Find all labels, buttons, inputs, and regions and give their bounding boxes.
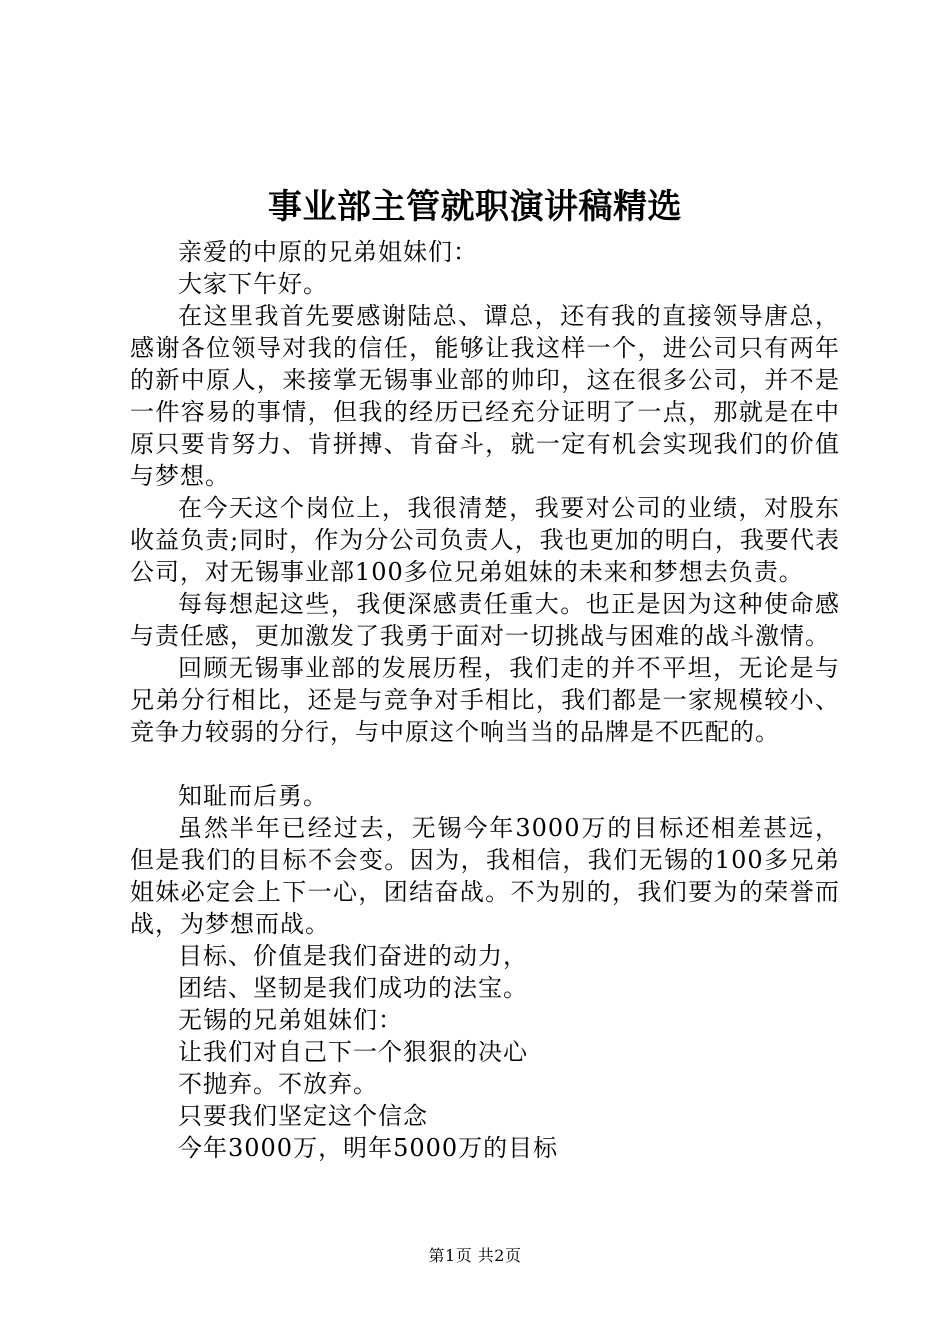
paragraph-line-belief: 只要我们坚定这个信念 xyxy=(178,1102,428,1130)
document-title: 事业部主管就职演讲稿精选 xyxy=(268,187,682,227)
paragraph-line-address: 无锡的兄弟姐妹们： xyxy=(178,1006,403,1034)
paragraph-salutation: 大家下午好。 xyxy=(178,270,328,298)
paragraph-mission: 每每想起这些，我便深感责任重大。也正是因为这种使命感与责任感，更加激发了我勇于面对一切挑战与困难的战斗激情。 xyxy=(130,590,840,650)
paragraph-line-motivation: 目标、价值是我们奋进的动力， xyxy=(178,942,528,970)
paragraph-responsibility: 在今天这个岗位上，我很清楚，我要对公司的业绩，对股东收益负责;同时，作为分公司负责人，我也更加的明白，我要代表公司，对无锡事业部100多位兄弟姐妹的未来和梦想去负责。 xyxy=(130,494,840,586)
paragraph-line-targets: 今年3000万，明年5000万的目标 xyxy=(178,1134,559,1162)
paragraph-line-resolve: 让我们对自己下一个狠狠的决心 xyxy=(178,1038,528,1066)
page-footer: 第1页 共2页 xyxy=(428,1246,522,1265)
paragraph-motto: 知耻而后勇。 xyxy=(178,782,328,810)
paragraph-greeting: 亲爱的中原的兄弟姐妹们： xyxy=(178,238,478,266)
paragraph-history: 回顾无锡事业部的发展历程，我们走的并不平坦，无论是与兄弟分行相比，还是与竞争对手相比，我们都是一家规模较小、竞争力较弱的分行，与中原这个响当当的品牌是不匹配的。 xyxy=(130,654,840,746)
paragraph-thanks: 在这里我首先要感谢陆总、谭总，还有我的直接领导唐总，感谢各位领导对我的信任，能够让我这样一个，进公司只有两年的新中原人，来接掌无锡事业部的帅印，这在很多公司，并不是一件容易的事情，但我的经历已经充分证明了一点，那就是在中原只要肯努力、肯拼搏、肯奋斗，就一定有机会实现我们的价值与梦想。 xyxy=(130,302,840,490)
document-body xyxy=(130,236,840,1164)
paragraph-line-unity: 团结、坚韧是我们成功的法宝。 xyxy=(178,974,528,1002)
paragraph-goal: 虽然半年已经过去，无锡今年3000万的目标还相差甚远，但是我们的目标不会变。因为，我相信，我们无锡的100多兄弟姐妹必定会上下一心，团结奋战。不为别的，我们要为的荣誉而战，为梦想而战。 xyxy=(130,814,840,938)
paragraph-line-never-give-up: 不抛弃。不放弃。 xyxy=(178,1070,378,1098)
paragraph-spacer xyxy=(130,748,840,780)
